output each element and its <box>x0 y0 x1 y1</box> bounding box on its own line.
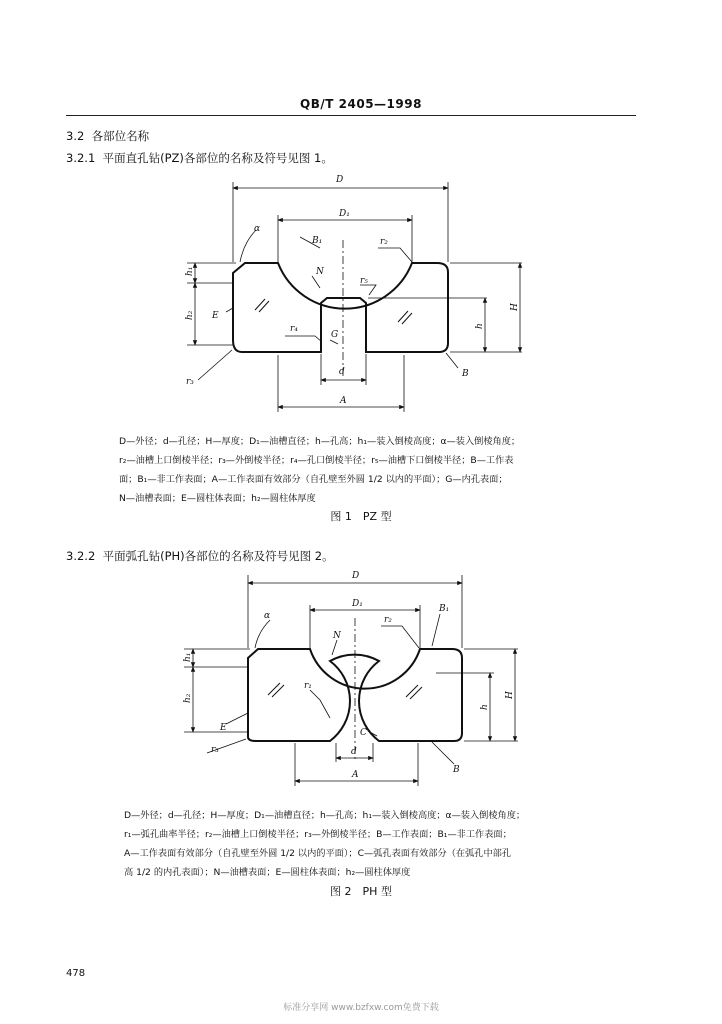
fig1-caption-line-2: r₂—油槽上口倒棱半径；r₃—外倒棱半径；r₄—孔口倒棱半径；r₅—油槽下口倒棱半径；B—工作表 <box>119 455 514 466</box>
fig2-drawing <box>0 565 722 800</box>
fig2-label-A: A <box>352 770 359 780</box>
fig2-caption-line-3: A—工作表面有效部分（自孔壁至外圆 1/2 以内的平面）；C—弧孔表面有效部分（在弧孔中部孔 <box>124 848 512 859</box>
fig1-label-r5: r₅ <box>360 276 368 286</box>
fig1-label-d: d <box>339 367 345 377</box>
fig1-caption-line-3: 面；B₁—非工作表面；A—工作表面有效部分（自孔壁至外圆 1/2 以内的平面）；G—内孔表面； <box>119 474 508 485</box>
fig2-intro-number: 3.2.2 <box>66 549 96 563</box>
fig2-caption-line-4: 高 1/2 的内孔表面）；N—油槽表面；E—圆柱体表面；h₂—圆柱体厚度 <box>124 867 411 878</box>
fig1-label-r2: r₂ <box>380 237 388 247</box>
fig1-label-h2: h₂ <box>185 310 195 320</box>
fig1-caption-line-4: N—油槽表面；E—圆柱体表面；h₂—圆柱体厚度 <box>119 493 316 504</box>
fig2-intro <box>66 548 334 564</box>
fig2-label-D: D <box>352 571 360 581</box>
fig1-intro-text: 平面直孔钻(PZ)各部位的名称及符号见图 1。 <box>102 151 333 165</box>
fig2-label-B1: B₁ <box>439 604 450 614</box>
fig1-label-r3: r₃ <box>186 377 194 387</box>
fig2-label-alpha: α <box>264 611 271 621</box>
fig1-intro-number: 3.2.1 <box>66 151 96 165</box>
footer-watermark: 标准分享网 www.bzfxw.com免费下载 <box>283 1003 439 1013</box>
fig1-label-D1: D₁ <box>339 209 350 219</box>
fig2-caption <box>124 806 525 882</box>
fig1-label-h1: h₁ <box>185 266 195 276</box>
fig1-label-G: G <box>331 330 339 340</box>
fig2-title: 图 2 PH 型 <box>330 885 392 898</box>
fig1-label-h: h <box>475 323 485 329</box>
fig1-label-r4: r₄ <box>290 324 298 334</box>
fig2-label-C: C <box>360 728 367 738</box>
fig1-caption-line-1: D—外径；d—孔径；H—厚度；D₁—油槽直径；h—孔高；h₁—装入倒棱高度；α—装入倒棱角度； <box>119 436 521 447</box>
fig1-caption <box>119 432 520 508</box>
page-number: 478 <box>66 968 86 979</box>
fig2-label-r3: r₃ <box>211 745 219 755</box>
section-title: 各部位名称 <box>91 129 150 143</box>
fig2-label-r1: r₁ <box>304 681 312 691</box>
fig2-label-D1: D₁ <box>352 599 363 609</box>
fig2-label-h2: h₂ <box>183 693 193 703</box>
fig1-label-N: N <box>316 267 324 277</box>
fig1-label-B: B <box>462 369 469 379</box>
fig2-label-N: N <box>333 631 341 641</box>
fig2-label-h1: h₁ <box>183 652 193 662</box>
section-number: 3.2 <box>66 129 85 143</box>
fig2-label-r2: r₂ <box>384 615 392 625</box>
fig2-label-h: h <box>480 704 490 710</box>
fig2-caption-line-2: r₁—弧孔曲率半径；r₂—油槽上口倒棱半径；r₃—外倒棱半径；B—工作表面；B₁—非工作表面； <box>124 829 512 840</box>
header-rule <box>66 115 636 116</box>
fig2-caption-line-1: D—外径；d—孔径；H—厚度；D₁—油槽直径；h—孔高；h₁—装入倒棱高度；α—装入倒棱角度； <box>124 810 526 821</box>
fig1-label-B1: B₁ <box>312 236 323 246</box>
fig2-label-d: d <box>351 747 357 757</box>
fig2-intro-text: 平面弧孔钻(PH)各部位的名称及符号见图 2。 <box>102 549 334 563</box>
fig2-label-H: H <box>505 691 515 699</box>
fig1-label-E: E <box>212 311 219 321</box>
section-heading <box>66 128 149 144</box>
fig1-label-H: H <box>510 303 520 311</box>
fig1-title: 图 1 PZ 型 <box>330 510 392 523</box>
fig1-label-D: D <box>336 175 344 185</box>
fig1-label-A: A <box>340 396 347 406</box>
fig2-label-B: B <box>453 765 460 775</box>
standard-header: QB/T 2405—1998 <box>300 97 422 111</box>
fig1-drawing <box>0 160 722 435</box>
fig2-label-E: E <box>220 723 227 733</box>
fig1-label-alpha: α <box>254 224 261 234</box>
